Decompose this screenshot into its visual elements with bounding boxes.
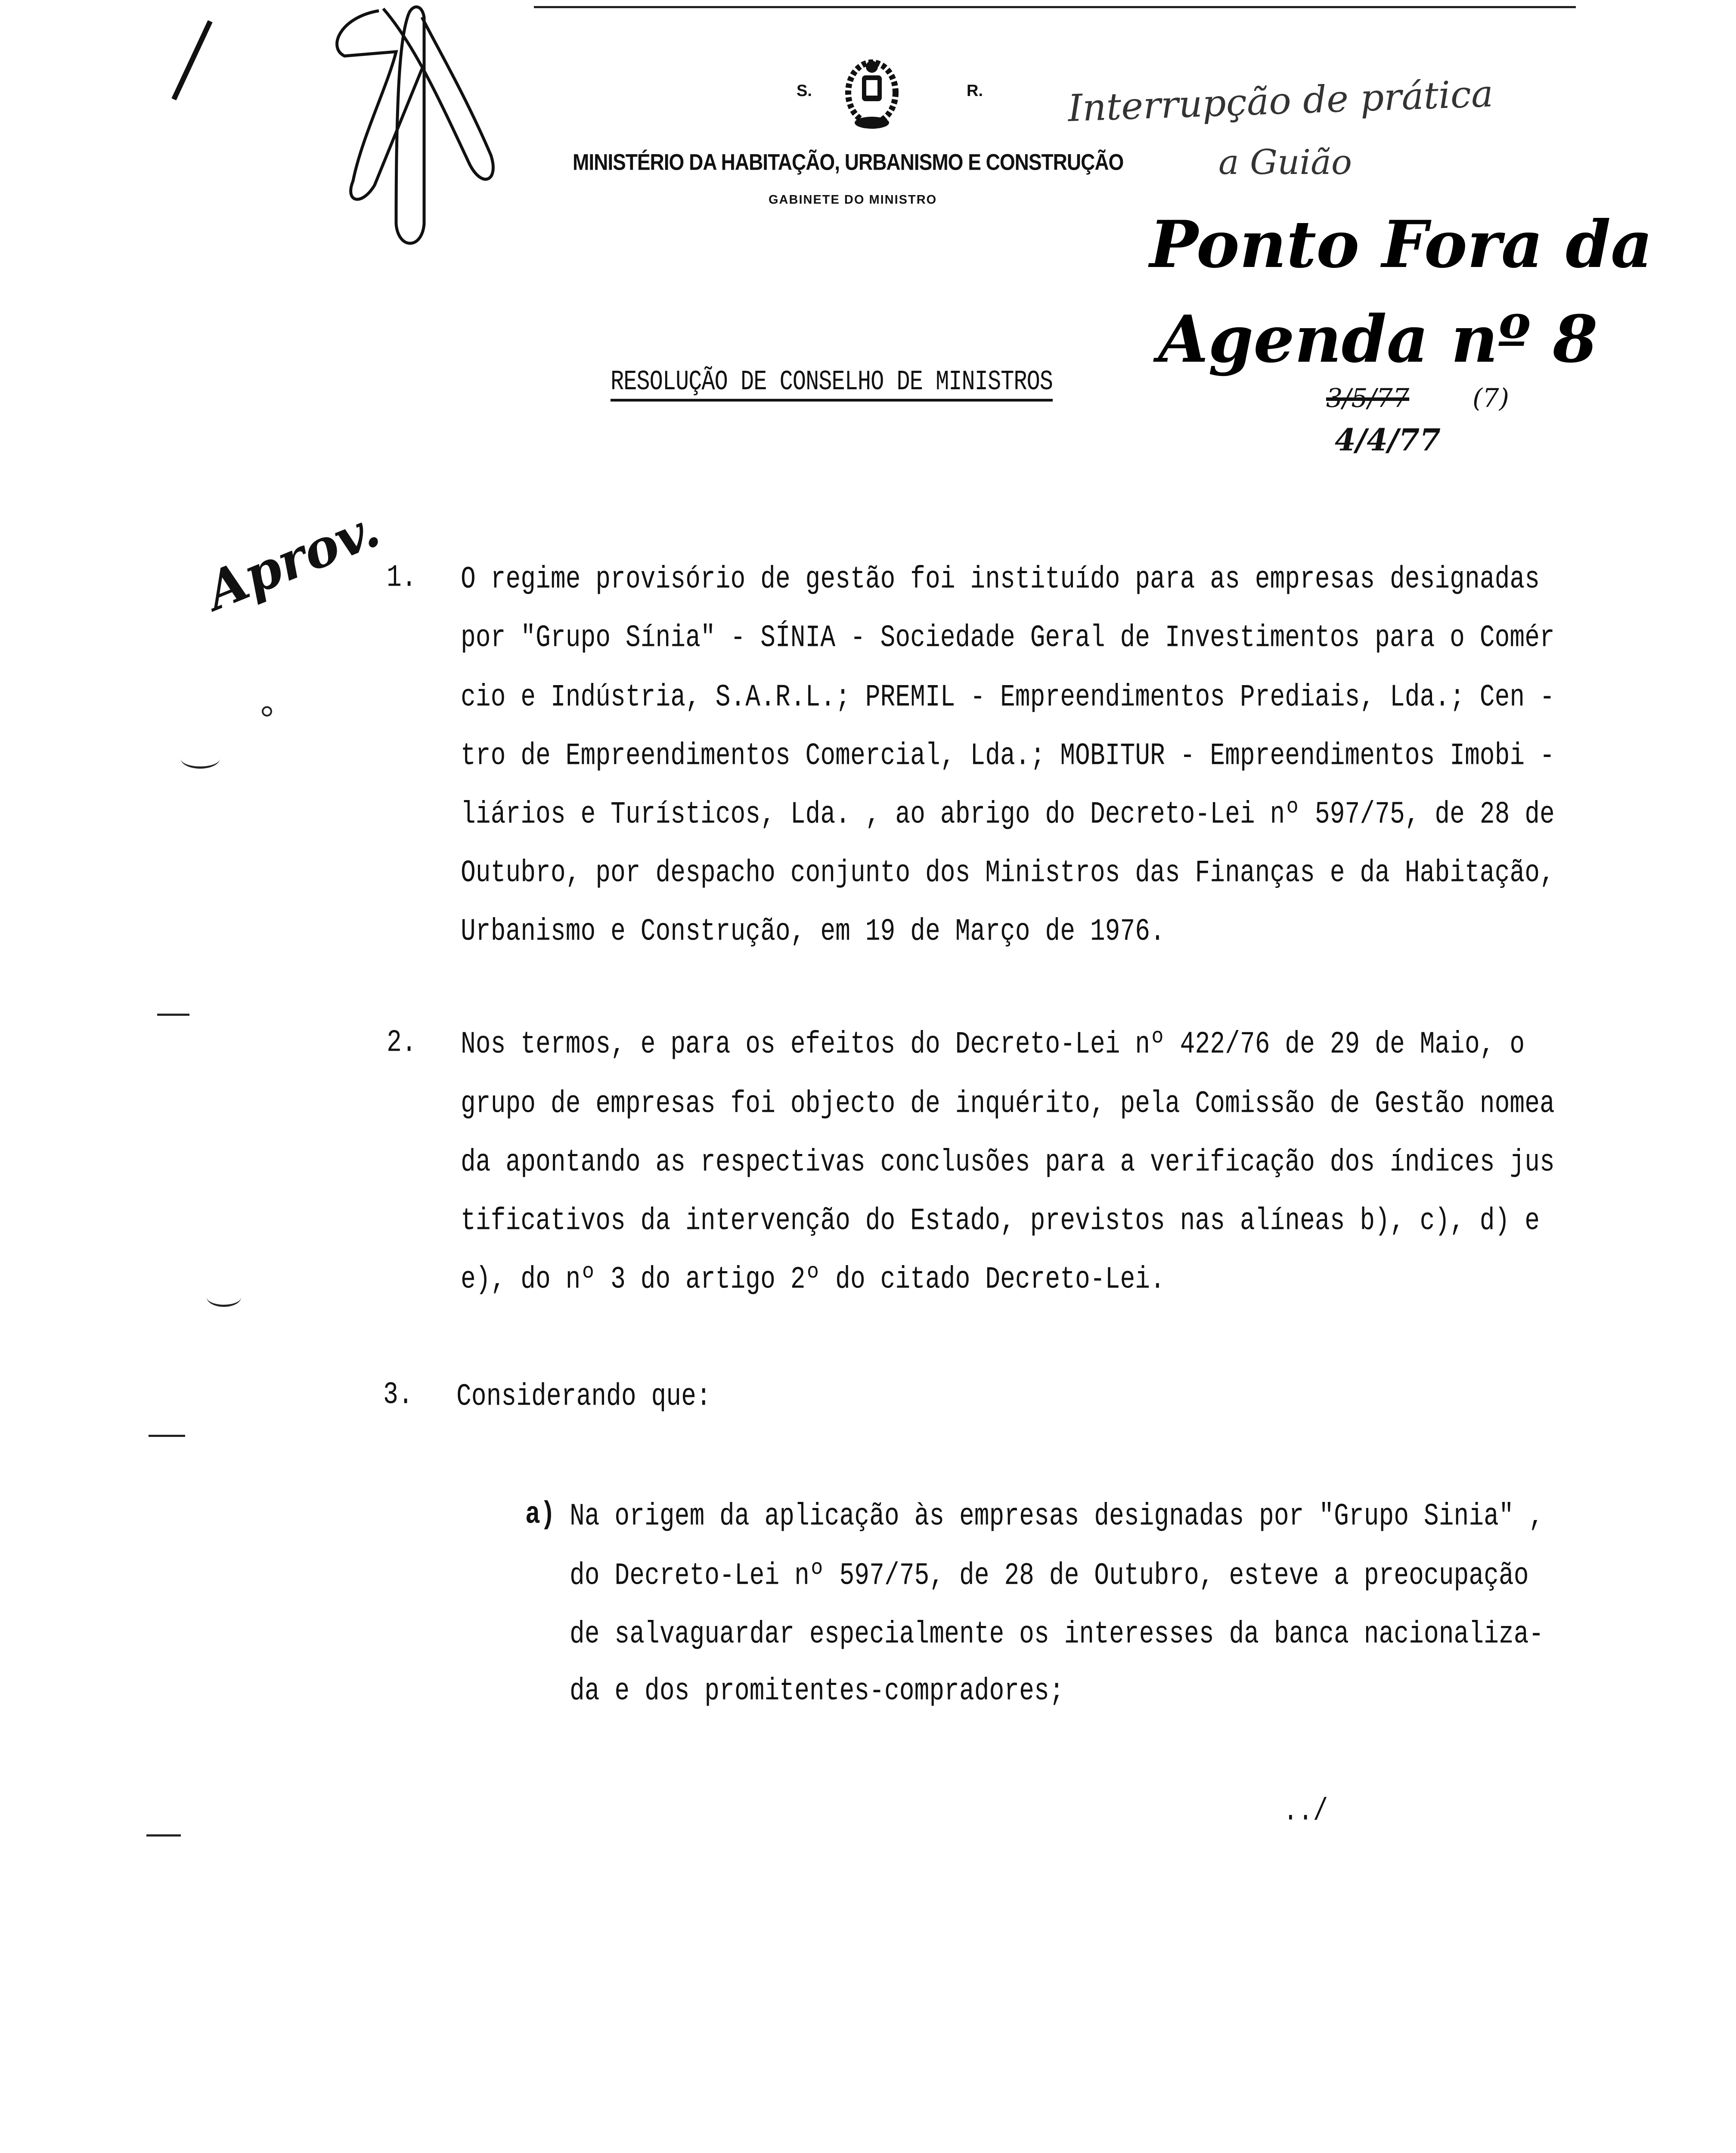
document-title: RESOLUÇÃO DE CONSELHO DE MINISTROS <box>611 366 1053 402</box>
paragraph-line: tro de Empreendimentos Comercial, Lda.; MOBITUR - Empreendimentos Imobi - <box>461 738 1555 774</box>
subitem-a-label: a) <box>525 1497 555 1533</box>
paragraph-line: de salvaguardar especialmente os interesses da banca nacionaliza- <box>570 1617 1544 1652</box>
paragraph-line: Outubro, por despacho conjunto dos Ministros das Finanças e da Habitação, <box>461 856 1555 891</box>
paragraph-line: grupo de empresas foi objecto de inquérito, pela Comissão de Gestão nomea <box>461 1086 1555 1122</box>
corner-mark <box>171 20 212 100</box>
paragraph-line: Nos termos, e para os efeitos do Decreto-Lei nº 422/76 de 29 de Maio, o <box>461 1027 1525 1062</box>
paragraph-line: Na origem da aplicação às empresas designadas por "Grupo Sinia" , <box>570 1499 1544 1534</box>
ministry-name: MINISTÉRIO DA HABITAÇÃO, URBANISMO E CONSTRUÇÃO <box>573 149 1124 175</box>
handwritten-date-struck: 3/5/77 <box>1326 383 1410 413</box>
handwritten-date-paren: (7) <box>1472 383 1509 413</box>
handwritten-approval: Aprov. <box>197 498 388 622</box>
paragraph-line: Urbanismo e Construção, em 19 de Março de 1976. <box>461 914 1165 949</box>
margin-hole-mark <box>181 749 220 769</box>
paragraph-line: da apontando as respectivas conclusões para a verificação dos índices jus <box>461 1145 1555 1180</box>
paragraph-line: cio e Indústria, S.A.R.L.; PREMIL - Empreendimentos Prediais, Lda.; Cen - <box>461 680 1555 715</box>
margin-dash <box>149 1435 185 1437</box>
letterhead-r: R. <box>967 82 983 100</box>
paragraph-1-number: 1. <box>387 560 417 596</box>
letterhead-s: S. <box>797 82 812 100</box>
margin-hole-mark <box>207 1287 241 1307</box>
handwritten-note-top: Interrupção de prática <box>1067 72 1494 130</box>
paperclip-1 <box>337 11 422 199</box>
paragraph-line: da e dos promitentes-compradores; <box>570 1674 1064 1709</box>
paragraph-line: do Decreto-Lei nº 597/75, de 28 de Outubro, esteve a preocupação <box>570 1558 1529 1594</box>
paragraph-3: Considerando que: <box>456 1379 711 1415</box>
handwritten-note-top-2: a Guião <box>1218 142 1352 182</box>
handwritten-agenda-line-2: Agenda nº 8 <box>1158 301 1598 377</box>
margin-dash <box>146 1834 181 1837</box>
paragraph-line: liários e Turísticos, Lda. , ao abrigo do Decreto-Lei nº 597/75, de 28 de <box>461 797 1555 832</box>
margin-dash <box>157 1014 189 1016</box>
coat-of-arms-icon <box>840 56 904 131</box>
paragraph-line: por "Grupo Sínia" - SÍNIA - Sociedade Geral de Investimentos para o Comér <box>461 620 1555 656</box>
cabinet-name: GABINETE DO MINISTRO <box>769 193 937 207</box>
continuation-mark: ../ <box>1283 1794 1328 1830</box>
paragraph-3-number: 3. <box>383 1377 413 1413</box>
paragraph-line: O regime provisório de gestão foi instituído para as empresas designadas <box>461 562 1540 597</box>
handwritten-date-new: 4/4/77 <box>1335 422 1441 458</box>
margin-circle <box>262 706 272 717</box>
paperclip-marks <box>327 0 715 258</box>
paragraph-line: tificativos da intervenção do Estado, previstos nas alíneas b), c), d) e <box>461 1204 1540 1239</box>
paragraph-line: e), do nº 3 do artigo 2º do citado Decreto-Lei. <box>461 1262 1165 1297</box>
handwritten-agenda-line-1: Ponto Fora da <box>1150 207 1653 282</box>
paragraph-2-number: 2. <box>387 1025 417 1061</box>
